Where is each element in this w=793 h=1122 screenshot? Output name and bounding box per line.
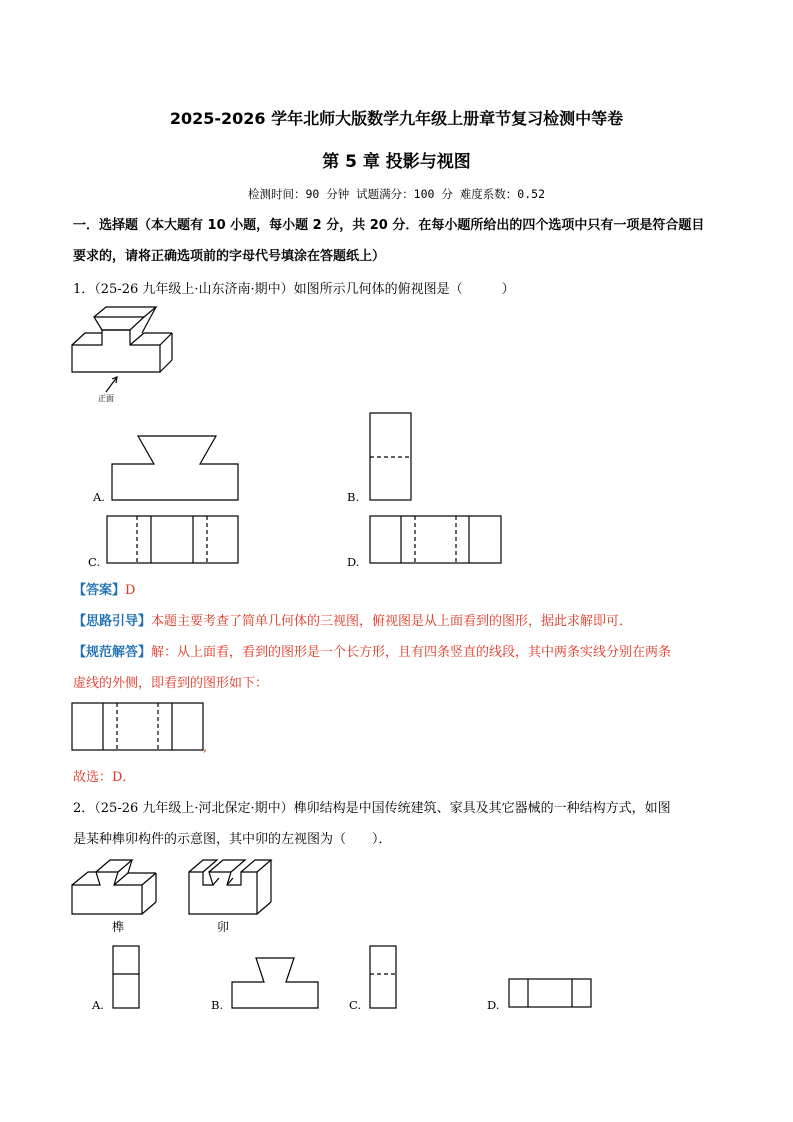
document-title: 2025-2026 学年北师大版数学九年级上册章节复习检测中等卷 bbox=[169, 109, 624, 128]
q1-answer-line bbox=[73, 581, 135, 601]
q2-tenon-label: 榫 bbox=[112, 920, 125, 934]
q1-option-d-figure bbox=[370, 516, 504, 566]
solution-tag: 【规范解答】 bbox=[73, 645, 152, 660]
q1-choice: 故选：D． bbox=[73, 770, 136, 785]
chapter-title: 第 5 章 投影与视图 bbox=[322, 152, 471, 172]
solution-text-1: 解：从上面看，看到的图形是一个长方形，且有四条竖直的线段，其中两条实线分别在两条 bbox=[151, 645, 672, 660]
q1-solution-comma: , bbox=[203, 740, 208, 755]
q2-option-d-label[interactable]: D. bbox=[487, 998, 500, 1012]
section-heading-line2: 要求的，请将正确选项前的字母代号填涂在答题纸上） bbox=[73, 249, 386, 264]
exam-meta: 检测时间：90 分钟 试题满分：100 分 难度系数：0.52 bbox=[247, 187, 545, 201]
q2-option-d-figure bbox=[509, 979, 595, 1011]
q2-option-b-label[interactable]: B. bbox=[211, 998, 224, 1012]
q1-option-a-label[interactable]: A. bbox=[93, 490, 105, 504]
answer-value: D bbox=[125, 583, 136, 598]
q2-mortise-figure bbox=[189, 858, 289, 918]
q1-option-c-figure bbox=[107, 516, 241, 566]
q2-tenon-figure bbox=[72, 858, 172, 918]
q1-stem: 1．（25-26 九年级上·山东济南·期中）如图所示几何体的俯视图是（ ） bbox=[73, 282, 515, 297]
q1-solution-line2: 虚线的外侧，即看到的图形如下： bbox=[73, 676, 269, 691]
section-heading-line1: 一．选择题（本大题有 10 小题，每小题 2 分，共 20 分．在每小题所给出的四个选项中只有一项是符合题目 bbox=[73, 218, 705, 233]
q1-solution-figure bbox=[72, 703, 206, 753]
q1-option-b-figure bbox=[370, 413, 414, 503]
answer-tag: 【答案】 bbox=[73, 583, 126, 598]
q2-option-c-figure bbox=[370, 946, 400, 1010]
q2-option-a-label[interactable]: A. bbox=[92, 998, 104, 1012]
q1-solution-line1 bbox=[73, 643, 733, 663]
q2-option-a-figure bbox=[113, 946, 143, 1010]
q1-option-c-label[interactable]: C. bbox=[88, 555, 101, 569]
q1-option-a-figure bbox=[112, 436, 240, 502]
q2-stem-line2: 是某种榫卯构件的示意图，其中卯的左视图为（ ）． bbox=[73, 832, 392, 847]
q1-front-label: 正面 bbox=[98, 394, 114, 403]
q1-hint-line bbox=[73, 612, 632, 632]
hint-tag: 【思路引导】 bbox=[73, 614, 152, 629]
q1-option-b-label[interactable]: B. bbox=[347, 490, 360, 504]
q2-mortise-label: 卯 bbox=[217, 920, 230, 934]
q2-stem-line1: 2．（25-26 九年级上·河北保定·期中）榫卯结构是中国传统建筑、家具及其它器械的一种结构方式，如图 bbox=[73, 801, 671, 816]
q1-option-d-label[interactable]: D. bbox=[347, 555, 360, 569]
q2-option-b-figure bbox=[232, 958, 322, 1010]
hint-text: 本题主要考查了简单几何体的三视图，俯视图是从上面看到的图形，据此求解即可． bbox=[151, 614, 633, 629]
q1-solid-figure bbox=[72, 305, 182, 405]
q2-option-c-label[interactable]: C. bbox=[349, 998, 362, 1012]
